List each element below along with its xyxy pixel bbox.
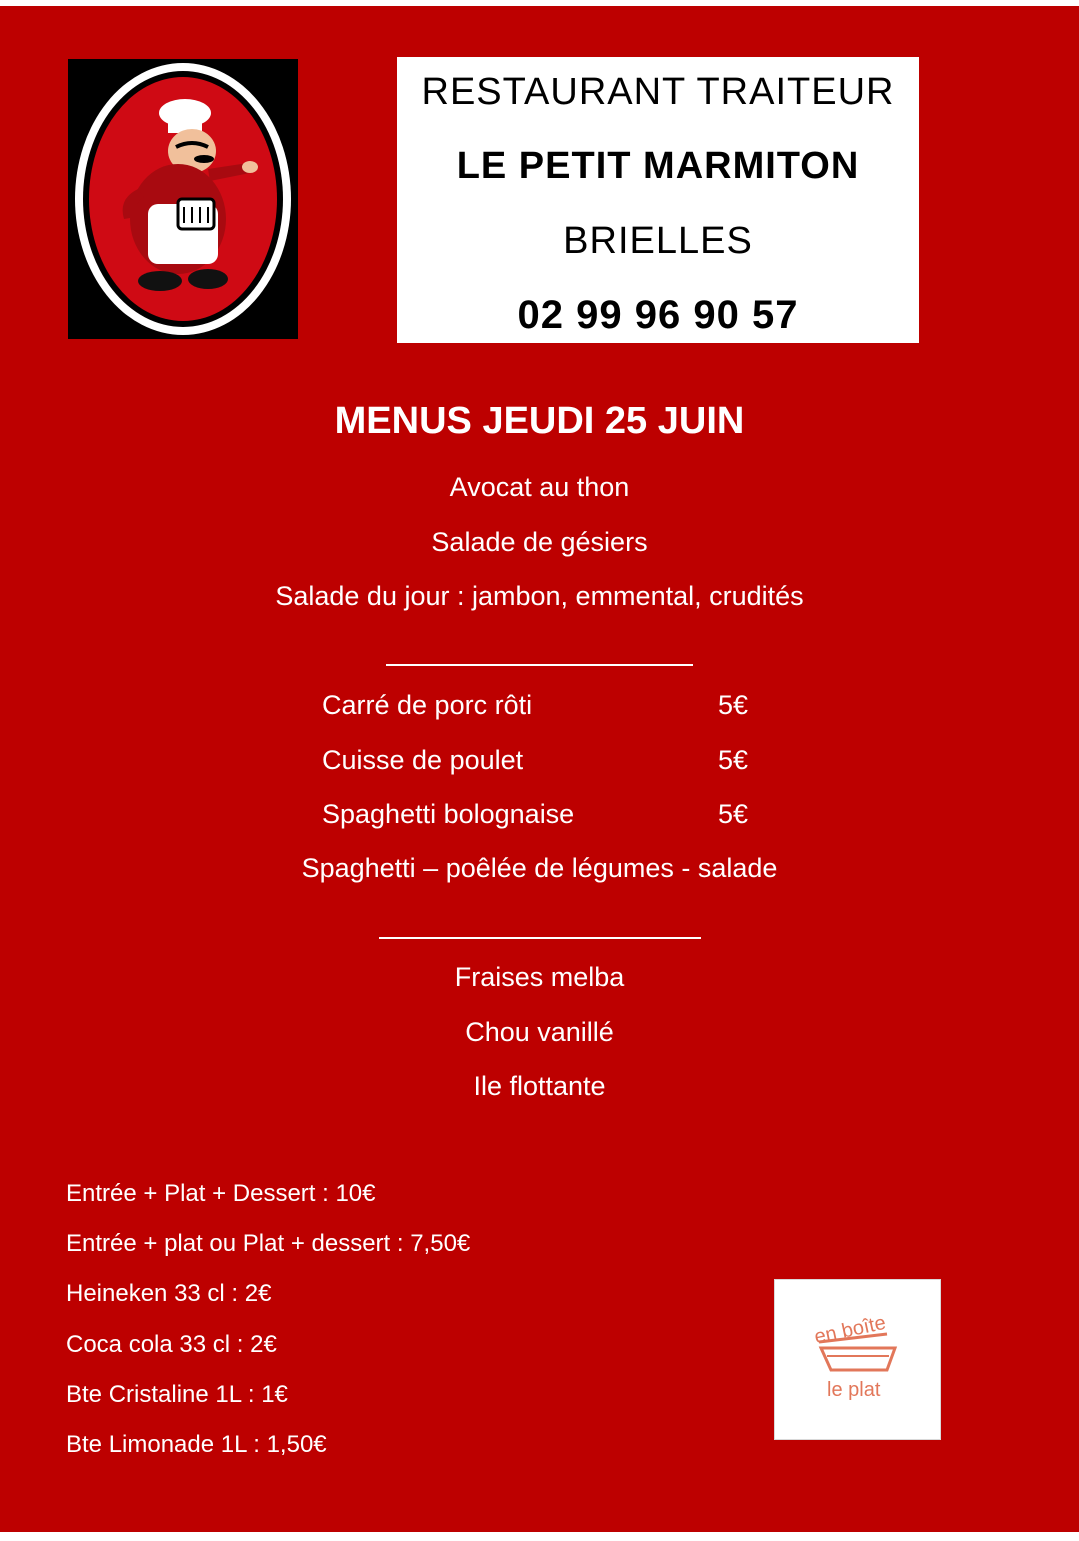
- plat-price: 5€: [718, 745, 749, 775]
- entree-item: Avocat au thon: [449, 472, 630, 502]
- partner-logo: [774, 1279, 941, 1440]
- header-subtitle: RESTAURANT TRAITEUR: [421, 71, 895, 113]
- dessert-item: Ile flottante: [473, 1071, 606, 1101]
- restaurant-logo: [68, 59, 298, 339]
- entree-item: Salade du jour : jambon, emmental, crudités: [275, 581, 804, 611]
- plat-price: 5€: [718, 690, 749, 720]
- plat-name: Carré de porc rôti: [322, 690, 533, 720]
- section-divider: [386, 664, 693, 666]
- plat-accompaniment: Spaghetti – poêlée de légumes - salade: [301, 853, 778, 883]
- plat-name: Cuisse de poulet: [322, 745, 524, 775]
- restaurant-name: LE PETIT MARMITON: [456, 145, 860, 187]
- partner-logo-top-text: en boîte: [812, 1311, 888, 1349]
- plat-name: Spaghetti bolognaise: [322, 799, 575, 829]
- tariff-item: Entrée + plat ou Plat + dessert : 7,50€: [66, 1230, 471, 1257]
- header-box: [397, 57, 919, 343]
- restaurant-phone: 02 99 96 90 57: [517, 293, 799, 337]
- dessert-item: Fraises melba: [454, 962, 625, 992]
- plat-price: 5€: [718, 799, 749, 829]
- tariff-item: Entrée + Plat + Dessert : 10€: [66, 1180, 376, 1207]
- chef-mascot-icon: [68, 59, 298, 339]
- tariff-item: Bte Limonade 1L : 1,50€: [66, 1431, 327, 1458]
- restaurant-city: BRIELLES: [563, 220, 753, 262]
- section-divider: [379, 937, 701, 939]
- entree-item: Salade de gésiers: [431, 527, 648, 557]
- partner-logo-bottom-text: le plat: [827, 1379, 881, 1401]
- tariff-item: Coca cola 33 cl : 2€: [66, 1331, 277, 1358]
- tariff-item: Bte Cristaline 1L : 1€: [66, 1381, 288, 1408]
- tariff-item: Heineken 33 cl : 2€: [66, 1280, 272, 1307]
- menu-title: MENUS JEUDI 25 JUIN: [334, 400, 745, 442]
- dessert-item: Chou vanillé: [465, 1017, 614, 1047]
